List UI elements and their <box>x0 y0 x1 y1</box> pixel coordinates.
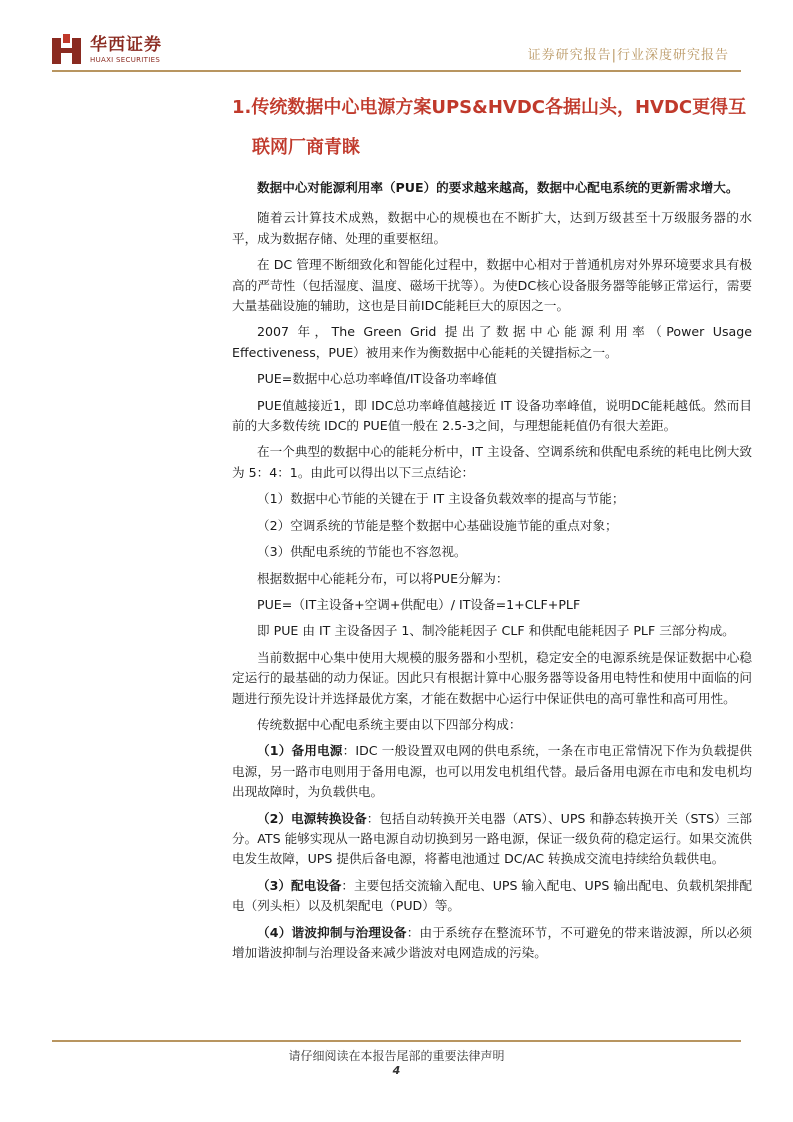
brand-name-en: HUAXI SECURITIES <box>90 56 161 64</box>
component-text: ：包括自动转换开关电器（ATS）、UPS 和静态转换开关（STS）三部分。ATS 能够实现从一路电源自动切换到另一路电源，保证一级负荷的稳定运行。如果交流供电发生故障，UPS 提供后备电源，将蓄电池通过 DC/AC 转换成交流电持续给负载供电。 <box>232 810 752 867</box>
pue-decomposition: PUE=（IT主设备+空调+供配电）/ IT设备=1+CLF+PLF <box>257 596 581 612</box>
paragraph: 随着云计算技术成熟，数据中心的规模也在不断扩大，达到万级甚至十万级服务器的水平，成为数据存储、处理的重要枢纽。 <box>232 210 752 246</box>
paragraph: 在一个典型的数据中心的能耗分析中，IT 主设备、空调系统和供配电系统的耗电比例大致为 5：4：1。由此可以得出以下三点结论： <box>232 444 752 480</box>
component-item <box>232 741 752 802</box>
component-text: ：IDC 一般设置双电网的供电系统，一条在市电正常情况下作为负载提供电源，另一路市电则用于备用电源，也可以用发电机组代替。最后备用电源在市电和发电机均出现故障时，为负载供电。 <box>232 743 752 800</box>
section-title <box>232 88 752 168</box>
component-label: （1）备用电源 <box>257 743 343 759</box>
component-text: ：由于系统存在整流环节，不可避免的带来谐波源，所以必须增加谐波抑制与治理设备来减少谐波对电网造成的污染。 <box>232 924 752 960</box>
component-text: ：主要包括交流输入配电、UPS 输入配电、UPS 输出配电、负载机架排配电（列头柜）以及机架配电（PUD）等。 <box>232 877 753 914</box>
paragraph: 传统数据中心配电系统主要由以下四部分构成： <box>257 716 522 732</box>
page-number: 4 <box>392 1064 401 1077</box>
paragraph: 在 DC 管理不断细致化和智能化过程中，数据中心相对于普通机房对外界环境要求具有极高的严苛性（包括湿度、温度、磁场干扰等）。为使DC核心设备服务器等能够正常运行，需要大量基础设施的辅助，这也是目前IDC能耗巨大的原因之一。 <box>232 257 752 314</box>
component-label: （4）谐波抑制与治理设备 <box>257 924 407 940</box>
paragraph: 2007 年，The Green Grid 提出了数据中心能源利用率（Power Usage Effectiveness，PUE）被用来作为衡数据中心能耗的关键指标之一。 <box>232 324 752 360</box>
section-title-line2: 联网厂商青睐 <box>252 137 360 158</box>
lead-paragraph: 数据中心对能源利用率（PUE）的要求越来越高，数据中心配电系统的更新需求增大。 <box>257 180 739 195</box>
report-type: 证券研究报告|行业深度研究报告 <box>527 48 729 63</box>
brand-name-cn: 华西证券 <box>90 35 162 55</box>
page-header <box>0 0 793 76</box>
section-title-line1: 1.传统数据中心电源方案UPS&HVDC各据山头，HVDC更得互 <box>232 97 747 118</box>
brand-block <box>90 36 162 64</box>
paragraph: 根据数据中心能耗分布，可以将PUE分解为： <box>257 570 509 586</box>
header-divider <box>52 70 741 72</box>
paragraph: 即 PUE 由 IT 主设备因子 1、制冷能耗因子 CLF 和供配电能耗因子 PLF 三部分构成。 <box>257 623 735 639</box>
paragraph: 当前数据中心集中使用大规模的服务器和小型机，稳定安全的电源系统是保证数据中心稳定运行的最基础的动力保证。因此只有根据计算中心服务器等设备用电特性和使用中面临的问题进行预先设计并选择最优方案，才能在数据中心运行中保证供电的高可靠性和高可用性。 <box>232 649 752 706</box>
component-label: （3）配电设备 <box>257 877 342 893</box>
conclusion-item: （2）空调系统的节能是整个数据中心基础设施节能的重点对象； <box>257 517 618 533</box>
pue-formula: PUE=数据中心总功率峰值/IT设备功率峰值 <box>257 371 497 387</box>
body-content <box>232 178 752 969</box>
component-item <box>232 809 752 870</box>
footer-divider <box>52 1040 741 1042</box>
paragraph: PUE值越接近1，即 IDC总功率峰值越接近 IT 设备功率峰值，说明DC能耗越低。然而目前的大多数传统 IDC的 PUE值一般在 2.5-3之间，与理想能耗值仍有很大差距。 <box>232 397 752 434</box>
component-item <box>232 876 752 917</box>
component-item <box>232 923 752 964</box>
conclusion-item: （3）供配电系统的节能也不容忽视。 <box>257 544 467 560</box>
conclusion-item: （1）数据中心节能的关键在于 IT 主设备负载效率的提高与节能； <box>257 491 625 507</box>
component-label: （2）电源转换设备 <box>257 810 367 826</box>
huaxi-logo-icon <box>52 34 84 66</box>
legal-notice: 请仔细阅读在本报告尾部的重要法律声明 <box>288 1049 505 1063</box>
